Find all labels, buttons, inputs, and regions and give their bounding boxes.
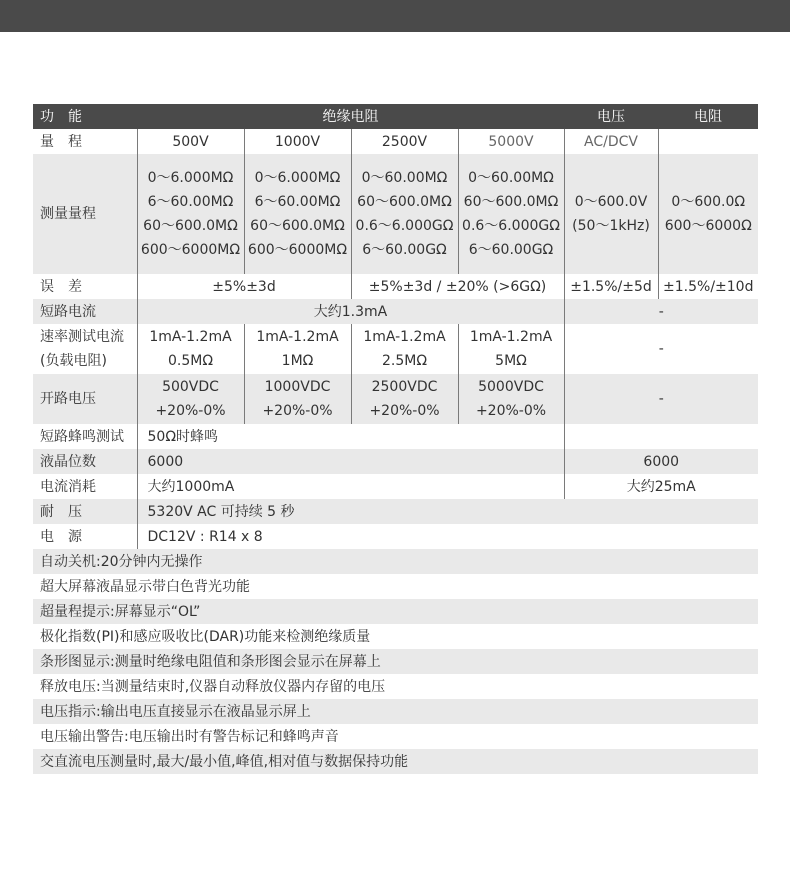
error-label: 误 差 <box>40 278 82 295</box>
measure-range-2500v <box>351 154 458 274</box>
rate-test-1000v <box>244 324 351 374</box>
withstand-row <box>33 499 758 524</box>
range-row <box>33 129 758 154</box>
buzzer-other <box>564 424 758 449</box>
value-line: 1mA-1.2mA <box>149 329 232 345</box>
feature-row <box>33 549 758 574</box>
error-voltage: ±1.5%/±5d <box>564 274 658 299</box>
measure-range-500v <box>137 154 244 274</box>
value-line: 1000VDC <box>264 379 331 395</box>
feature-row <box>33 699 758 724</box>
value-line: +20%-0% <box>262 403 333 419</box>
range-500v: 500V <box>137 129 244 154</box>
range-resistance <box>658 129 758 154</box>
range-label: 量 程 <box>40 133 82 150</box>
feature-row <box>33 674 758 699</box>
rate-test-other: - <box>564 324 758 374</box>
feature-row <box>33 624 758 649</box>
power-label: 电 源 <box>40 528 82 545</box>
header-function: 功 能 <box>33 104 137 129</box>
error-resistance: ±1.5%/±10d <box>658 274 758 299</box>
value-line: 2.5MΩ <box>381 353 428 369</box>
feature-text: 超大屏幕液晶显示带白色背光功能 <box>40 578 250 595</box>
short-current-value: 大约1.3mA <box>137 299 564 324</box>
value-line: +20%-0% <box>155 403 226 419</box>
power-value: DC12V : R14 x 8 <box>137 524 758 549</box>
buzzer-label: 短路蜂鸣测试 <box>40 428 124 445</box>
rate-test-row <box>33 324 758 374</box>
value-line: 0.5MΩ <box>167 353 214 369</box>
consumption-label: 电流消耗 <box>40 478 96 495</box>
spec-table <box>33 104 758 774</box>
range-line: 0～6.000MΩ <box>147 170 234 186</box>
range-line: 0～60.00MΩ <box>361 170 448 186</box>
value-line: 5000VDC <box>478 379 544 395</box>
feature-row <box>33 574 758 599</box>
short-current-other: - <box>564 299 758 324</box>
consumption-value: 大约1000mA <box>137 474 564 499</box>
rate-test-500v <box>137 324 244 374</box>
lcd-digits-other: 6000 <box>564 449 758 474</box>
range-2500v: 2500V <box>351 129 458 154</box>
measure-range-1000v <box>244 154 351 274</box>
feature-text: 极化指数(PI)和感应吸收比(DAR)功能来检测绝缘质量 <box>40 628 371 645</box>
feature-text: 条形图显示:测量时绝缘电阻值和条形图会显示在屏幕上 <box>40 653 381 670</box>
label-line: (负载电阻) <box>40 353 107 369</box>
value-line: +20%-0% <box>475 403 547 419</box>
range-acdc: AC/DCV <box>564 129 658 154</box>
range-line: 6～60.00MΩ <box>254 194 341 210</box>
range-line: 60～600.0MΩ <box>357 194 452 210</box>
rate-test-label <box>33 324 137 374</box>
measure-range-voltage <box>564 154 658 274</box>
open-voltage-other: - <box>564 374 758 424</box>
lcd-digits-value: 6000 <box>137 449 564 474</box>
range-line: 600～6000MΩ <box>247 242 348 258</box>
range-line: 0～600.0V <box>574 194 648 210</box>
range-line: 60～600.0MΩ <box>463 194 559 210</box>
open-voltage-5000v <box>458 374 564 424</box>
error-low: ±5%±3d <box>137 274 351 299</box>
value-line: 500VDC <box>162 379 219 395</box>
value-line: 1MΩ <box>281 353 314 369</box>
open-voltage-1000v <box>244 374 351 424</box>
measure-range-resistance <box>658 154 758 274</box>
header-row <box>33 104 758 129</box>
label-line: 速率测试电流 <box>40 329 124 345</box>
feature-text: 电压输出警告:电压输出时有警告标记和蜂鸣声音 <box>40 728 339 745</box>
measure-range-5000v <box>458 154 564 274</box>
value-line: 1mA-1.2mA <box>256 329 339 345</box>
range-line: (50～1kHz) <box>572 218 650 234</box>
power-row <box>33 524 758 549</box>
feature-text: 电压指示:输出电压直接显示在液晶显示屏上 <box>40 703 311 720</box>
top-banner <box>0 0 790 32</box>
range-1000v: 1000V <box>244 129 351 154</box>
range-line: 0.6～6.000GΩ <box>355 218 454 234</box>
feature-row <box>33 724 758 749</box>
range-line: 60～600.0MΩ <box>250 218 345 234</box>
lcd-digits-label: 液晶位数 <box>40 453 96 470</box>
feature-text: 自动关机:20分钟内无操作 <box>40 553 203 570</box>
range-line: 0.6～6.000GΩ <box>462 218 560 234</box>
measure-range-label: 测量量程 <box>40 206 96 222</box>
withstand-value: 5320V AC 可持续 5 秒 <box>137 499 758 524</box>
open-voltage-label: 开路电压 <box>40 391 96 407</box>
buzzer-value: 50Ω时蜂鸣 <box>137 424 564 449</box>
value-line: 2500VDC <box>371 379 438 395</box>
value-line: 5MΩ <box>495 353 527 369</box>
error-row <box>33 274 758 299</box>
feature-text: 释放电压:当测量结束时,仪器自动释放仪器内存留的电压 <box>40 678 386 695</box>
range-line: 600～6000MΩ <box>140 242 241 258</box>
open-voltage-row <box>33 374 758 424</box>
lcd-digits-row <box>33 449 758 474</box>
header-voltage: 电压 <box>564 104 658 129</box>
value-line: 1mA-1.2mA <box>469 329 553 345</box>
short-current-label: 短路电流 <box>40 303 96 320</box>
feature-text: 超量程提示:屏幕显示“OL” <box>40 603 201 620</box>
value-line: +20%-0% <box>369 403 440 419</box>
feature-text: 交直流电压测量时,最大/最小值,峰值,相对值与数据保持功能 <box>40 753 409 770</box>
feature-row <box>33 749 758 774</box>
header-insulation: 绝缘电阻 <box>137 104 564 129</box>
range-line: 6～60.00GΩ <box>362 242 447 258</box>
error-high: ±5%±3d / ±20% (>6GΩ) <box>351 274 564 299</box>
range-line: 0～60.00MΩ <box>468 170 554 186</box>
feature-row <box>33 649 758 674</box>
range-5000v: 5000V <box>458 129 564 154</box>
open-voltage-500v <box>137 374 244 424</box>
header-resistance: 电阻 <box>658 104 758 129</box>
short-current-row <box>33 299 758 324</box>
measure-range-row <box>33 154 758 274</box>
withstand-label: 耐 压 <box>40 503 82 520</box>
buzzer-row <box>33 424 758 449</box>
consumption-other: 大约25mA <box>564 474 758 499</box>
open-voltage-2500v <box>351 374 458 424</box>
range-line: 600～6000Ω <box>664 218 752 234</box>
range-line: 0～6.000MΩ <box>254 170 341 186</box>
range-line: 60～600.0MΩ <box>143 218 238 234</box>
range-line: 0～600.0Ω <box>671 194 746 210</box>
range-line: 6～60.00GΩ <box>468 242 554 258</box>
rate-test-2500v <box>351 324 458 374</box>
rate-test-5000v <box>458 324 564 374</box>
value-line: 1mA-1.2mA <box>363 329 446 345</box>
consumption-row <box>33 474 758 499</box>
feature-row <box>33 599 758 624</box>
range-line: 6～60.00MΩ <box>147 194 234 210</box>
